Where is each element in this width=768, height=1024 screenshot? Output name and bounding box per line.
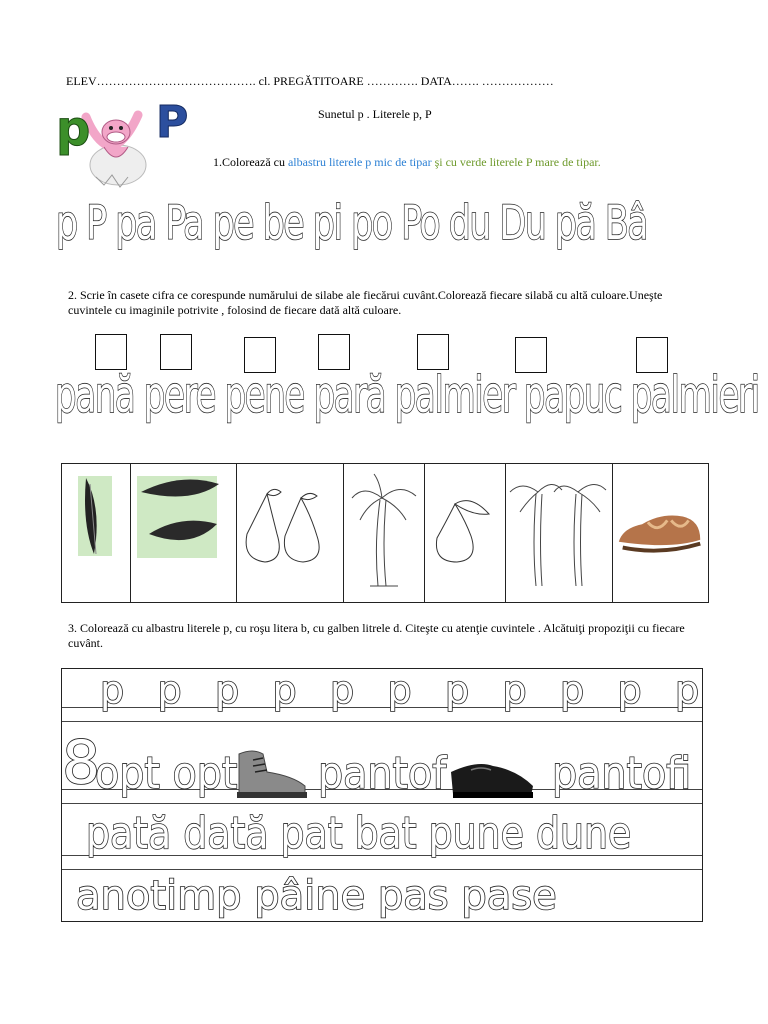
pear-icon[interactable] (425, 464, 506, 602)
p-letter: p (387, 668, 412, 712)
syllable-count-box[interactable] (417, 334, 449, 370)
feather-icon[interactable] (62, 464, 131, 602)
p-letter: p (617, 668, 642, 712)
worksheet-subtitle: Sunetul p . Literele p, P (318, 107, 432, 121)
syllable-count-box[interactable] (160, 334, 192, 370)
word-opt: opt opt (95, 748, 238, 799)
syllable-count-box[interactable] (318, 334, 350, 370)
p-letters-row (100, 668, 733, 712)
word-pantofi: pantofi (552, 748, 692, 799)
exercise1-middle: şi (431, 155, 446, 169)
exercise1-blue-text: albastru literele p mic de tipar (287, 155, 432, 169)
sandal-icon[interactable] (613, 464, 708, 602)
logo-letter-left: p (56, 101, 91, 157)
exercise3-words-row2: pată dată pat bat pune dune (86, 808, 632, 859)
exercise3-instruction: 3. Colorează cu albastru literele p, cu roşu litera b, cu galben litrele d. Citeşte cu atenţie cuvintele . Alcătuiţi propoziţii cu fiecare cuvânt. (68, 621, 685, 650)
exercise1-prefix: 1.Colorează cu (213, 155, 288, 169)
exercise1-green-text: cu verde literele P mare de tipar. (445, 155, 601, 169)
exercise3-words-row3: anotimp pâine pas pase (76, 873, 557, 919)
picture-table (61, 463, 709, 603)
number-eight: 8 (62, 728, 101, 798)
exercise2-words: pană pere pene pară palmier papuc palmieri (55, 366, 759, 424)
p-letter: p (100, 668, 125, 712)
exercise1-instruction (213, 155, 601, 170)
p-letter: p (330, 668, 355, 712)
syllable-count-box[interactable] (95, 334, 127, 370)
pink-panther-logo (56, 97, 189, 191)
p-letter: p (502, 668, 527, 712)
p-letter: p (215, 668, 240, 712)
two-feathers-icon[interactable] (131, 464, 237, 602)
two-palm-trees-icon[interactable] (506, 464, 613, 602)
student-header-line: ELEV…………………………………. cl. PREGĂTITOARE …………. DATA……. ……………… (66, 74, 554, 88)
gray-boot-icon[interactable] (233, 746, 311, 802)
p-letter: p (560, 668, 585, 712)
word-pantof: pantof (318, 748, 447, 799)
palm-tree-icon[interactable] (344, 464, 425, 602)
p-letter: p (675, 668, 700, 712)
p-letter: p (157, 668, 182, 712)
p-letter: p (272, 668, 297, 712)
p-letter: p (445, 668, 470, 712)
two-pears-icon[interactable] (237, 464, 344, 602)
exercise1-syllables: p P pa Pa pe be pi po Po du Du pă Bâ (56, 196, 648, 251)
logo-letter-right: P (156, 97, 189, 148)
exercise2-instruction: 2. Scrie în casete cifra ce corespunde numărului de silabe ale fiecărui cuvânt.Colorează fiecare silabă cu altă culoare.Uneşte cuvintele cu imaginile potrivite , folosind de fiecare dată altă culoare. (68, 288, 663, 317)
black-shoe-icon[interactable] (447, 750, 537, 806)
